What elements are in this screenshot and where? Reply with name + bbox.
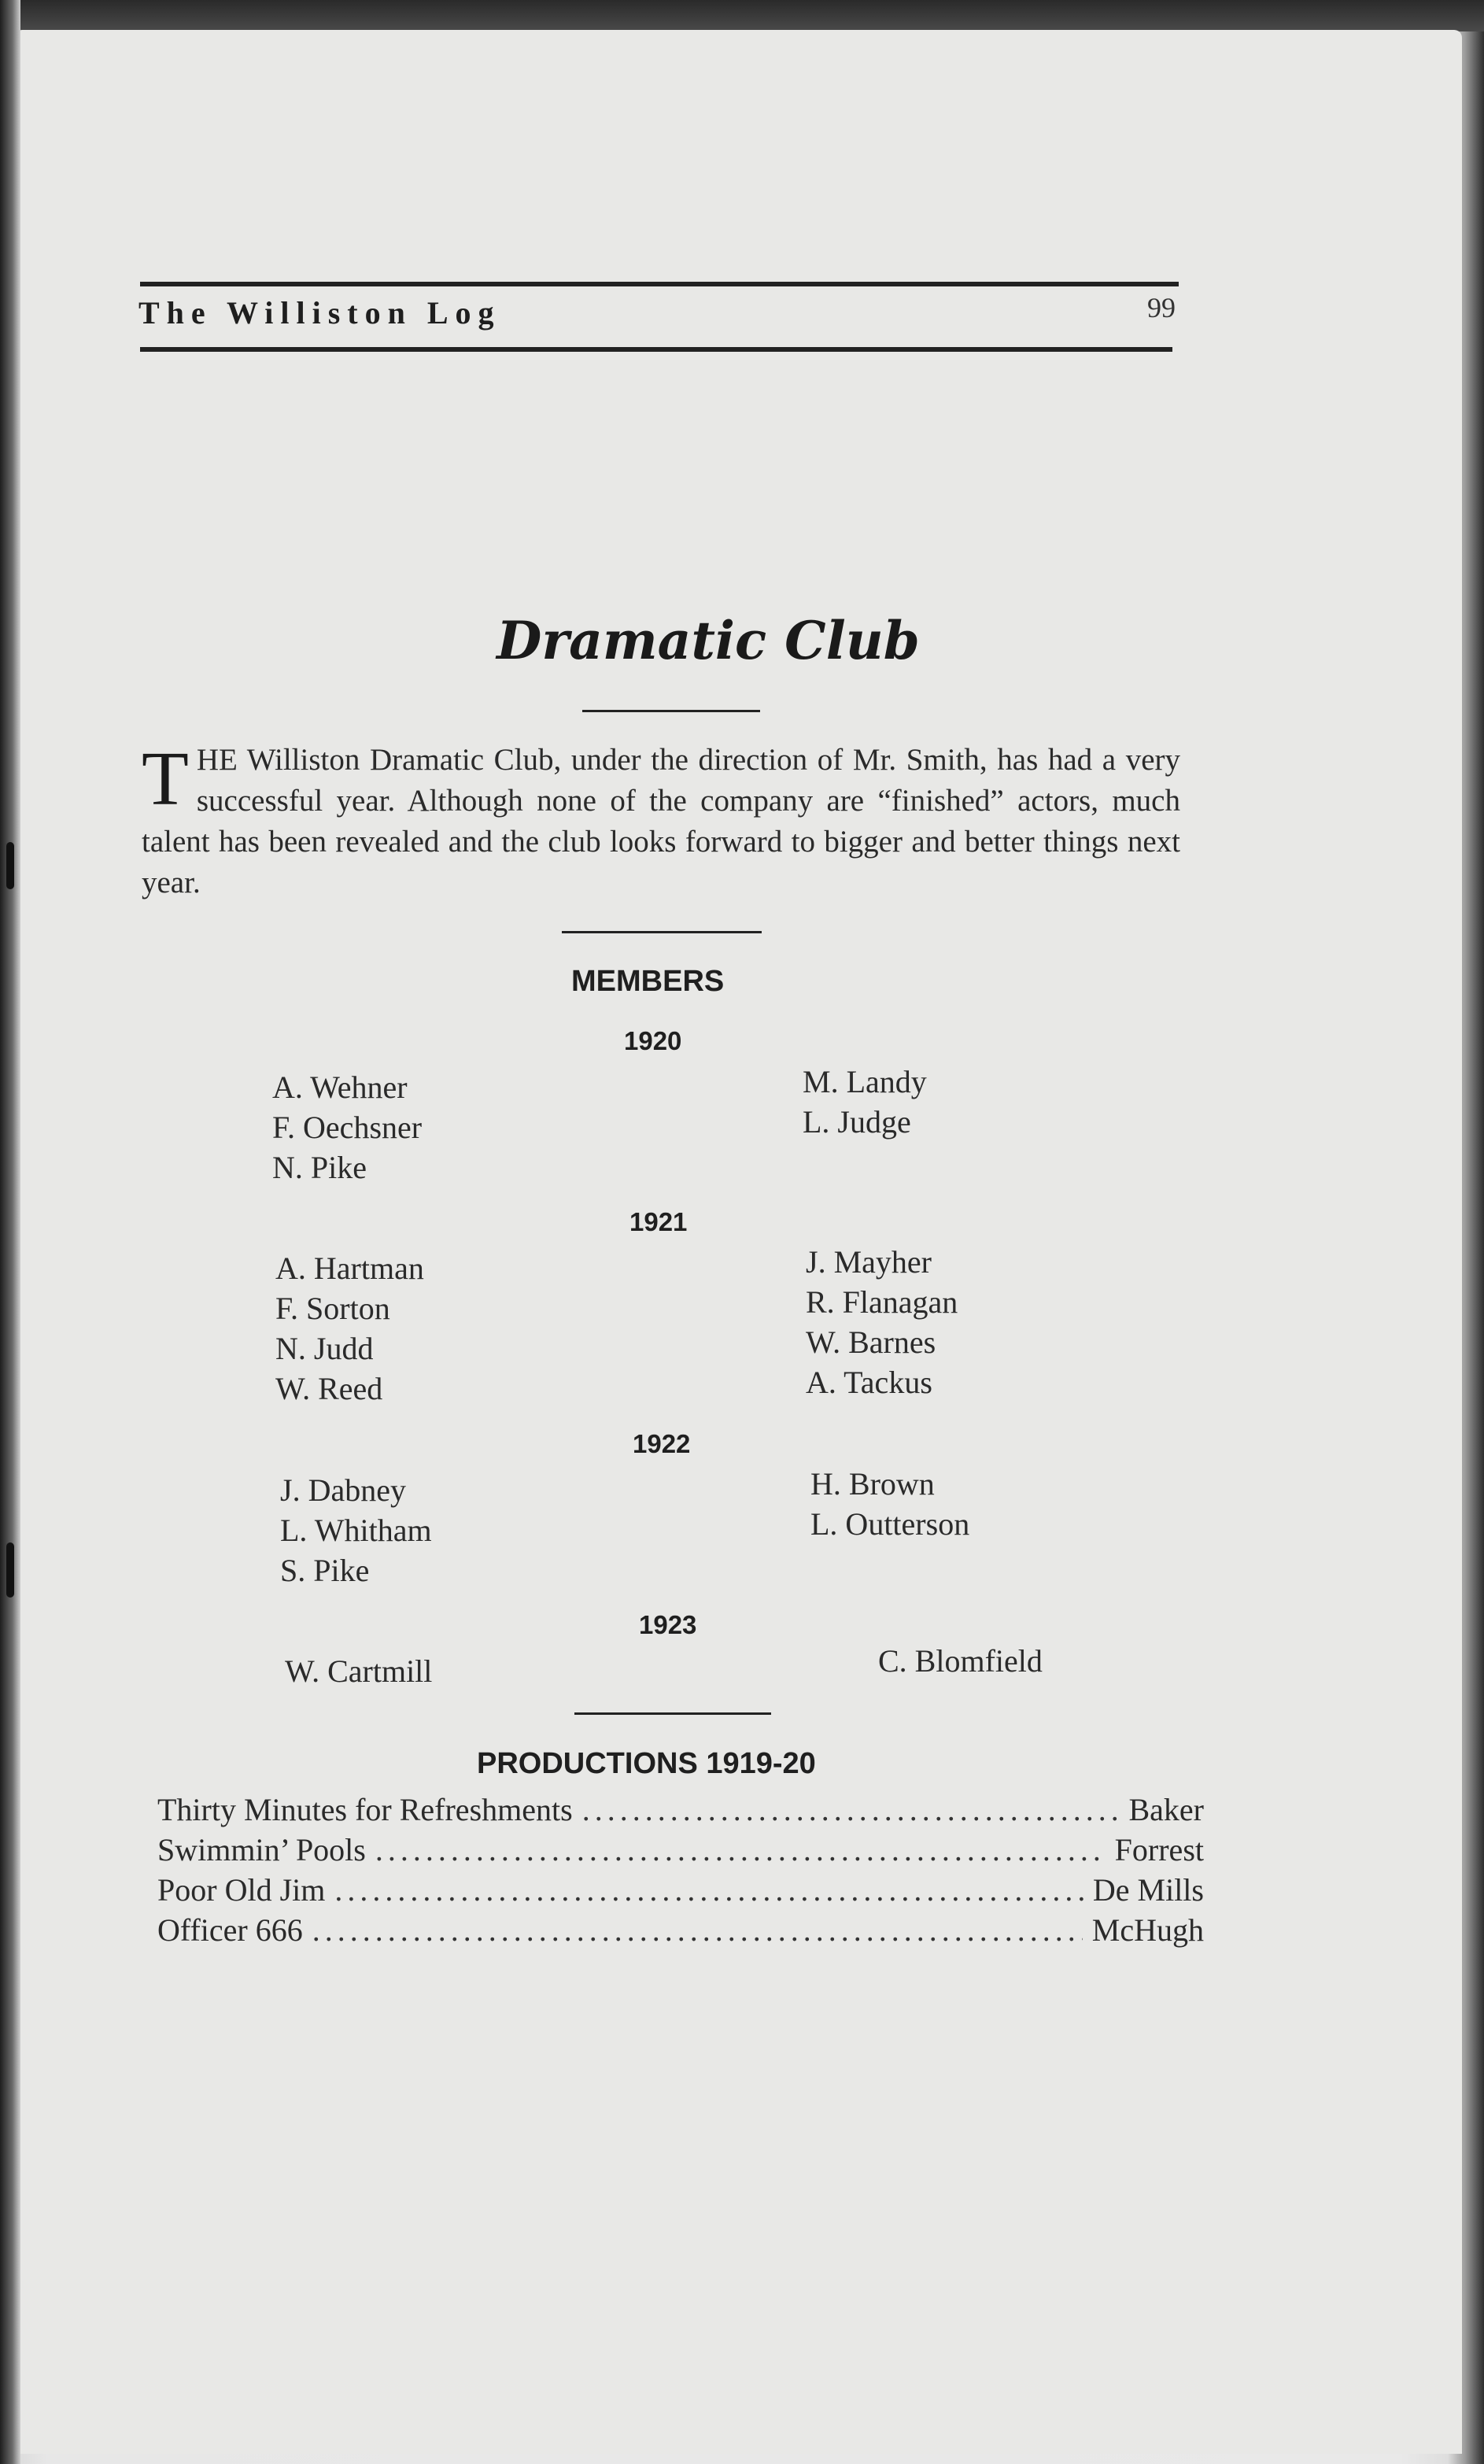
member-name: L. Outterson <box>810 1506 970 1542</box>
member-name: H. Brown <box>810 1466 935 1502</box>
member-name: F. Sorton <box>275 1291 390 1326</box>
member-name: M. Landy <box>803 1064 927 1099</box>
member-name: A. Hartman <box>275 1250 424 1286</box>
members-divider <box>562 931 762 933</box>
production-title: Thirty Minutes for Refreshments <box>157 1792 573 1827</box>
production-row <box>157 1870 1204 1910</box>
production-title: Swimmin’ Pools <box>157 1832 366 1867</box>
intro-paragraph <box>142 737 1180 903</box>
member-name: W. Barnes <box>806 1324 936 1360</box>
year-heading: 1922 <box>633 1429 691 1458</box>
page-title: Dramatic Club <box>497 610 920 671</box>
leader-dots <box>582 1790 1120 1830</box>
production-title: Officer 666 <box>157 1912 303 1948</box>
member-name: W. Cartmill <box>285 1653 433 1689</box>
members-1920-left <box>272 1067 422 1188</box>
members-1922-right <box>810 1464 969 1544</box>
leader-dots <box>334 1870 1083 1910</box>
production-title: Poor Old Jim <box>157 1872 326 1908</box>
member-name: J. Mayher <box>806 1244 932 1280</box>
members-heading: MEMBERS <box>571 965 725 998</box>
productions-heading: PRODUCTIONS 1919-20 <box>477 1747 816 1780</box>
member-name: C. Blomfield <box>878 1643 1043 1679</box>
year-heading: 1921 <box>629 1207 688 1236</box>
page-number: 99 <box>1147 292 1176 323</box>
production-row <box>157 1830 1204 1870</box>
title-divider <box>582 710 760 712</box>
member-name: J. Dabney <box>280 1472 406 1508</box>
production-row <box>157 1910 1204 1950</box>
member-name: L. Whitham <box>280 1513 432 1548</box>
year-heading: 1920 <box>624 1026 682 1055</box>
year-heading: 1923 <box>639 1610 697 1639</box>
production-author: McHugh <box>1091 1912 1204 1948</box>
members-1920-right <box>803 1062 927 1142</box>
member-name: N. Pike <box>272 1150 367 1185</box>
member-name: S. Pike <box>280 1553 370 1588</box>
header-bottom-rule <box>140 347 1172 352</box>
member-name: W. Reed <box>275 1371 383 1406</box>
member-name: F. Oechsner <box>272 1110 423 1145</box>
productions-divider <box>574 1712 771 1715</box>
production-author: Forrest <box>1114 1832 1204 1867</box>
members-1922-left <box>280 1470 432 1590</box>
header-top-rule <box>140 282 1179 286</box>
members-1923-right <box>878 1641 1043 1681</box>
running-title: The Williston Log <box>138 295 501 331</box>
member-name: A. Wehner <box>272 1069 408 1105</box>
members-1921-left <box>275 1248 424 1409</box>
production-author: De Mills <box>1092 1872 1204 1908</box>
member-name: A. Tackus <box>806 1365 932 1400</box>
drop-cap: T <box>142 737 189 822</box>
member-name: N. Judd <box>275 1331 374 1366</box>
member-name: R. Flanagan <box>806 1284 958 1320</box>
production-author: Baker <box>1128 1792 1204 1827</box>
intro-text: HE Williston Dramatic Club, under the direction of Mr. Smith, has had a very successful year. Although none of the company are “finished” actors, much talent has been revealed and the club looks forward to bigger and better things next year. <box>142 743 1180 900</box>
productions-list <box>157 1790 1204 1950</box>
leader-dots <box>375 1830 1106 1870</box>
members-1923-left <box>285 1651 432 1691</box>
leader-dots <box>312 1910 1083 1950</box>
member-name: L. Judge <box>803 1104 911 1140</box>
members-1921-right <box>806 1242 958 1402</box>
production-row <box>157 1790 1204 1830</box>
